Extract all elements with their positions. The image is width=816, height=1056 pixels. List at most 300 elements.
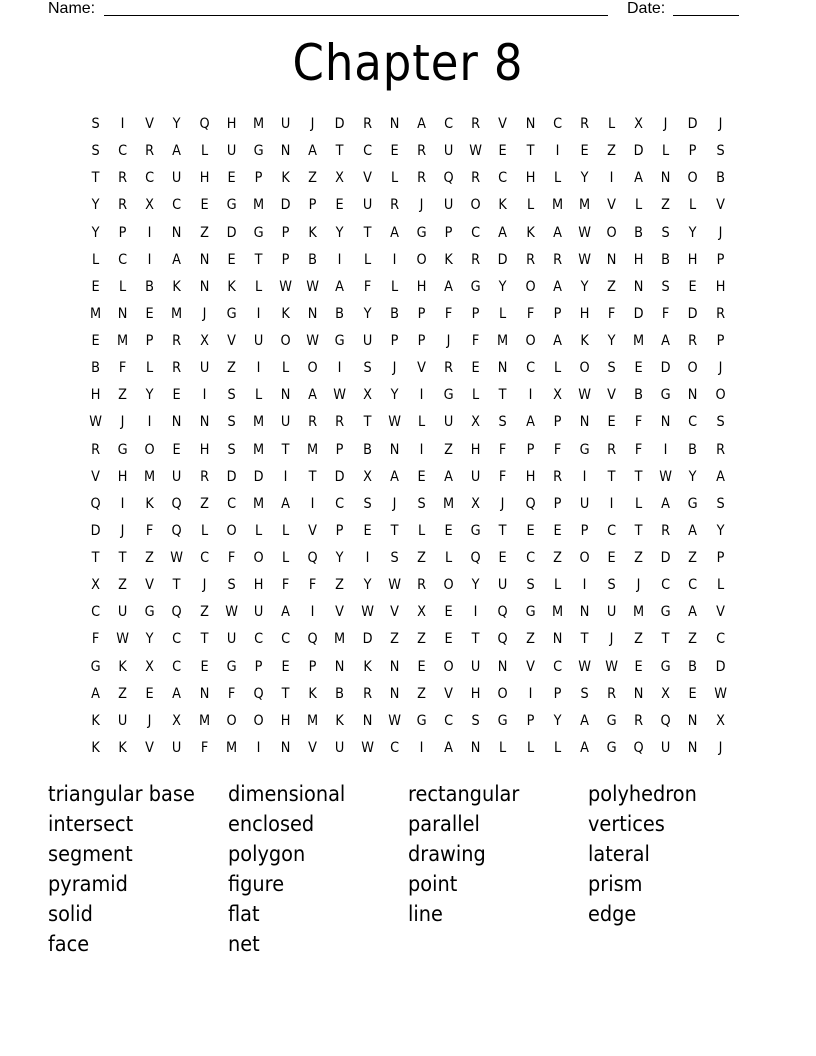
grid-letter: O [226,522,237,539]
grid-letter: W [224,604,238,621]
grid-letter: N [579,604,590,621]
grid-letter: V [145,739,155,756]
grid-letter: L [716,577,724,594]
grid-letter: K [308,224,318,241]
grid-letter: E [580,143,589,160]
grid-letter: N [498,658,508,675]
grid-letter: V [525,658,535,675]
grid-letter: L [254,387,263,404]
grid-letter: C [661,577,671,594]
grid-letter: W [387,414,401,431]
grid-letter: M [334,631,346,648]
grid-letter: B [389,305,399,322]
grid-letter: E [444,522,453,539]
grid-letter: T [390,522,399,539]
grid-letter: I [582,468,587,485]
grid-letter: S [498,414,508,431]
grid-letter: T [661,631,670,648]
grid-letter: P [716,251,725,268]
grid-letter: L [417,522,426,539]
grid-letter: M [252,116,265,132]
word-list-item: triangular base [48,782,195,806]
grid-letter: M [90,305,102,322]
grid-letter: S [607,360,616,377]
grid-letter: W [116,631,130,648]
grid-letter: F [309,577,317,594]
grid-letter: V [91,468,100,485]
grid-letter: F [634,441,643,458]
grid-letter: V [308,522,318,539]
grid-letter: I [419,441,424,458]
grid-letter: K [145,495,155,512]
grid-letter: V [335,604,345,621]
grid-letter: K [91,712,100,729]
grid-letter: X [552,387,562,404]
grid-letter: L [472,387,480,404]
grid-letter: E [607,550,616,566]
grid-letter: U [498,577,508,594]
grid-letter: O [497,685,508,702]
grid-letter: Z [634,631,644,648]
grid-letter: R [91,441,101,458]
grid-letter: N [606,251,617,268]
grid-letter: C [688,414,698,431]
grid-letter: H [579,305,590,322]
grid-letter: H [416,278,427,295]
grid-letter: P [254,658,263,675]
grid-letter: B [362,441,372,458]
grid-letter: I [338,251,342,268]
grid-letter: M [252,197,265,214]
grid-letter: W [360,604,374,621]
grid-letter: E [498,143,507,160]
grid-letter: U [443,143,454,160]
grid-letter: W [387,712,401,729]
grid-letter: T [607,468,616,485]
grid-letter: P [526,441,534,458]
grid-letter: E [91,278,100,295]
grid-letter: M [144,468,156,485]
grid-letter: V [498,116,508,132]
grid-letter: D [226,468,237,485]
grid-letter: Q [633,739,644,756]
grid-letter: M [551,197,563,214]
grid-letter: W [605,658,618,675]
grid-letter: U [471,468,481,485]
grid-letter: T [363,414,372,431]
grid-letter: N [172,224,182,241]
grid-letter: A [335,278,345,295]
grid-letter: N [525,116,535,132]
grid-letter: N [470,739,481,756]
grid-letter: K [91,739,100,756]
grid-letter: S [716,495,725,512]
grid-letter: E [172,387,182,404]
grid-letter: I [419,387,424,404]
grid-letter: U [253,333,264,349]
grid-letter: J [120,522,125,539]
grid-letter: S [716,414,725,431]
grid-letter: E [91,333,100,349]
grid-letter: P [281,224,290,241]
grid-letter: E [607,414,616,431]
word-list-item: figure [228,872,285,896]
grid-letter: U [226,631,237,648]
grid-letter: X [661,685,671,702]
grid-letter: E [444,604,453,621]
word-list-item: net [228,932,260,956]
grid-letter: S [417,495,426,512]
grid-letter: E [363,522,372,539]
grid-letter: U [280,116,291,132]
grid-letter: W [279,278,293,295]
grid-letter: L [499,305,507,322]
word-list-item: pyramid [48,872,128,896]
grid-letter: T [526,143,535,160]
grid-letter: P [308,658,317,675]
grid-letter: U [606,604,617,621]
grid-letter: E [688,278,698,295]
grid-letter: K [308,685,318,702]
grid-letter: G [144,604,155,621]
grid-letter: U [661,739,671,756]
grid-letter: H [525,468,535,485]
grid-letter: Y [498,278,507,295]
grid-letter: J [310,116,315,132]
grid-letter: E [200,658,209,675]
grid-letter: Z [525,631,535,648]
grid-letter: G [253,143,264,160]
grid-letter: T [281,441,290,458]
grid-letter: B [308,251,318,268]
grid-letter: R [715,305,725,322]
grid-letter: R [525,251,535,268]
grid-letter: S [91,143,100,160]
grid-letter: Q [525,495,536,512]
grid-letter: M [252,441,265,458]
grid-letter: G [226,658,237,675]
grid-letter: E [634,658,643,675]
grid-letter: A [444,739,454,756]
grid-letter: E [172,441,182,458]
grid-letter: O [579,550,590,566]
grid-letter: F [499,468,507,485]
grid-letter: O [307,360,318,377]
grid-letter: U [226,143,237,160]
grid-letter: Z [389,631,399,648]
grid-letter: X [199,333,209,349]
grid-letter: R [552,468,562,485]
grid-letter: Y [336,224,344,241]
name-label: Name: [48,0,96,17]
grid-letter: O [280,333,291,349]
grid-letter: M [252,495,265,512]
grid-letter: N [199,414,210,431]
grid-letter: I [582,577,587,594]
grid-letter: E [145,305,154,322]
grid-letter: F [227,685,236,702]
grid-letter: L [254,522,263,539]
grid-letter: T [471,631,480,648]
grid-letter: C [715,631,725,648]
grid-letter: Y [689,468,697,485]
grid-letter: I [147,224,152,241]
grid-letter: O [606,224,617,241]
grid-letter: R [389,197,399,214]
grid-letter: K [525,224,535,241]
grid-letter: Z [118,387,128,404]
grid-letter: Y [580,278,589,295]
grid-letter: L [282,550,290,566]
date-field[interactable] [673,15,739,16]
grid-letter: C [118,143,128,160]
grid-letter: V [145,116,155,132]
grid-letter: N [688,712,698,729]
grid-letter: L [119,278,127,295]
grid-letter: E [281,658,290,675]
word-list-item: prism [588,872,643,896]
grid-letter: J [419,197,424,214]
grid-letter: Z [199,604,209,621]
grid-letter: N [661,414,671,431]
grid-letter: I [147,414,152,431]
grid-letter: S [607,577,616,594]
grid-letter: P [716,333,725,349]
grid-letter: R [607,441,617,458]
grid-letter: U [172,170,182,187]
grid-letter: P [471,305,480,322]
grid-letter: D [226,224,237,241]
grid-letter: D [335,468,345,485]
grid-letter: A [634,170,644,187]
grid-letter: F [91,631,100,648]
grid-letter: K [281,170,290,187]
grid-letter: N [389,441,400,458]
grid-letter: Q [171,495,183,512]
grid-letter: J [718,739,723,756]
grid-letter: D [335,116,345,132]
grid-letter: F [472,333,480,349]
grid-letter: M [252,414,265,431]
grid-letter: R [199,468,209,485]
grid-letter: L [662,143,670,160]
grid-letter: N [389,685,400,702]
grid-letter: R [416,170,426,187]
grid-letter: H [470,685,481,702]
grid-letter: P [281,251,290,268]
grid-letter: C [552,116,562,132]
grid-letter: E [688,685,698,702]
grid-letter: T [91,550,100,566]
grid-letter: T [580,631,589,648]
grid-letter: Y [689,224,697,241]
grid-letter: S [471,712,480,729]
grid-letter: O [525,278,536,295]
grid-letter: A [525,414,535,431]
grid-letter: I [256,739,261,756]
grid-letter: S [716,143,725,160]
grid-letter: J [147,712,152,729]
grid-letter: D [280,197,291,214]
grid-letter: E [553,522,562,539]
grid-letter: R [118,170,128,187]
grid-letter: U [280,414,291,431]
grid-letter: H [117,468,128,485]
grid-letter: K [444,251,453,268]
grid-letter: F [662,305,670,322]
grid-letter: A [91,685,100,702]
grid-letter: R [308,414,318,431]
grid-letter: L [635,197,643,214]
grid-letter: Y [145,631,154,648]
word-list-item: line [408,902,443,926]
grid-letter: P [553,414,562,431]
grid-letter: K [362,658,372,675]
grid-letter: W [360,739,374,756]
grid-letter: R [145,143,155,160]
grid-letter: N [199,278,210,295]
grid-letter: N [307,305,318,322]
grid-letter: Z [118,577,128,594]
grid-letter: I [365,550,370,566]
grid-letter: A [281,495,291,512]
grid-letter: H [253,577,264,594]
grid-letter: Q [470,550,481,566]
grid-letter: J [202,305,207,322]
grid-letter: O [579,360,590,377]
grid-letter: M [578,197,590,214]
grid-letter: A [444,468,454,485]
grid-letter: B [335,305,345,322]
grid-letter: J [663,116,668,132]
grid-letter: Z [417,550,426,566]
grid-letter: G [525,604,536,621]
grid-letter: Y [173,116,181,132]
grid-letter: I [609,495,614,512]
grid-letter: D [715,658,726,675]
grid-letter: N [389,658,400,675]
grid-letter: O [687,360,699,377]
grid-letter: L [146,360,154,377]
grid-letter: D [90,522,101,539]
grid-letter: A [661,495,671,512]
grid-letter: W [578,387,591,404]
grid-letter: B [145,278,155,295]
grid-letter: C [145,170,155,187]
grid-letter: D [497,251,508,268]
grid-letter: G [688,495,699,512]
grid-letter: C [226,495,236,512]
grid-letter: A [552,333,562,349]
grid-letter: P [336,441,344,458]
word-list-item: polygon [228,842,306,866]
grid-letter: P [716,550,725,566]
grid-letter: L [390,278,398,295]
grid-letter: Z [335,577,345,594]
grid-letter: T [498,387,507,404]
grid-letter: N [389,116,400,132]
grid-letter: G [117,441,128,458]
word-list-item: dimensional [228,782,346,806]
grid-letter: U [118,604,128,621]
grid-letter: F [200,739,208,756]
grid-letter: A [172,143,182,160]
grid-letter: E [335,197,345,214]
name-field[interactable] [104,15,608,16]
grid-letter: N [661,170,671,187]
grid-letter: P [580,522,589,539]
word-list-item: polyhedron [588,782,697,806]
grid-letter: U [443,197,454,214]
grid-letter: R [471,170,481,187]
word-list-item: parallel [408,812,480,836]
grid-letter: U [199,360,209,377]
grid-letter: N [498,360,508,377]
word-list-item: rectangular [408,782,520,806]
grid-letter: Z [199,495,209,512]
grid-letter: N [280,739,291,756]
grid-letter: C [172,197,182,214]
grid-letter: A [389,224,399,241]
grid-letter: S [390,550,399,566]
grid-letter: M [117,333,129,349]
grid-letter: Z [661,197,671,214]
grid-letter: A [498,224,508,241]
grid-letter: L [635,495,643,512]
grid-letter: C [172,631,182,648]
grid-letter: I [392,251,397,268]
grid-letter: C [444,116,454,132]
grid-letter: Z [688,631,698,648]
grid-letter: X [715,712,725,729]
grid-letter: E [417,468,426,485]
grid-letter: A [552,224,562,241]
word-list-item: solid [48,902,93,926]
grid-letter: G [253,224,264,241]
header [48,0,748,20]
grid-letter: F [634,414,643,431]
grid-letter: R [715,441,725,458]
grid-letter: F [607,305,616,322]
grid-letter: E [634,360,643,377]
grid-letter: S [580,685,589,702]
grid-letter: H [715,278,726,295]
grid-letter: N [552,631,563,648]
grid-letter: L [553,360,561,377]
grid-letter: S [227,441,236,458]
grid-letter: G [497,712,508,729]
grid-letter: A [172,251,182,268]
grid-letter: W [578,251,591,268]
grid-letter: C [498,170,508,187]
grid-letter: L [689,197,697,214]
word-list-item: face [48,932,90,956]
grid-letter: W [469,143,483,160]
word-list-item: enclosed [228,812,315,836]
grid-letter: U [362,197,372,214]
grid-letter: E [525,522,535,539]
grid-letter: G [416,712,427,729]
grid-letter: I [147,251,152,268]
grid-letter: N [280,387,291,404]
grid-letter: Y [91,224,100,241]
grid-letter: D [688,305,698,322]
grid-letter: V [607,197,616,214]
grid-letter: C [525,360,535,377]
grid-letter: F [444,305,453,322]
grid-letter: P [553,305,562,322]
grid-letter: W [333,387,347,404]
